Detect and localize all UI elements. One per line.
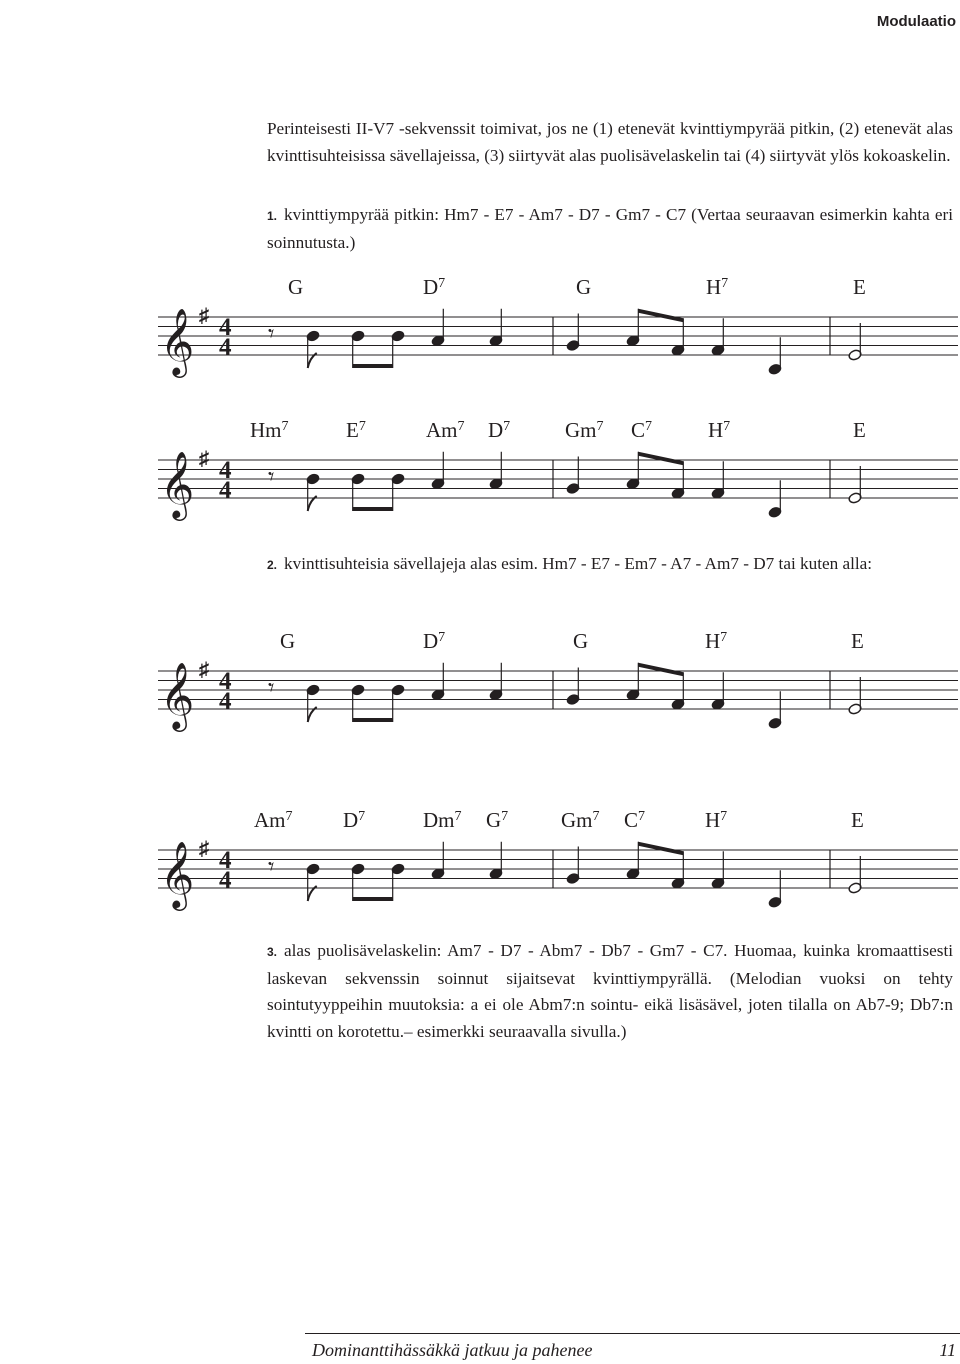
section-text: alas puolisävelaskelin: Am7 - D7 - Abm7 - Db7 - Gm7 - C7. Huomaa, kuinka kromaattisesti laskevan sekvenssin soinnut sijaitsevat kvinttiympyrällä. (Melodian vuoksi on tehty sointutyyppeihin muutoksia: a ei ole Abm7:n sointu- eikä lisäsävel, joten tilalla on Ab7-9; Db7:n kvintti on korotettu.– esimerkki seuraavalla sivulla.) (267, 941, 953, 1041)
chord-symbol (280, 629, 295, 653)
section-number: 2. (267, 558, 278, 572)
note-beam (638, 842, 683, 856)
chord-symbol (576, 275, 591, 299)
note-beam (638, 452, 683, 466)
chord-symbol (426, 418, 465, 442)
chord-symbol (423, 275, 445, 299)
chord-extension: 7 (721, 276, 729, 291)
running-header: Modulaatio (876, 13, 956, 30)
chord-symbol (486, 808, 508, 832)
chord-symbol (565, 418, 604, 442)
chord-extension: 7 (281, 419, 289, 434)
chord-extension: 7 (457, 419, 465, 434)
chord-symbol (631, 418, 652, 442)
note-beam (638, 309, 683, 323)
chord-extension: 7 (358, 809, 366, 824)
chord-extension: 7 (503, 419, 511, 434)
chord-root: G (486, 808, 502, 832)
chord-root: G (576, 275, 592, 299)
chord-extension: 7 (438, 630, 446, 645)
chord-root: Hm (250, 418, 282, 442)
chord-root: D (423, 275, 439, 299)
chord-symbol (250, 418, 289, 442)
chord-symbol (708, 418, 730, 442)
time-signature-bottom: 4 (219, 688, 232, 715)
note-beam (353, 364, 393, 368)
chord-root: E (851, 629, 864, 653)
eighth-rest: 𝄾 (268, 321, 275, 348)
note-beam (353, 507, 393, 511)
music-system-2 (158, 413, 958, 528)
intro-paragraph: Perinteisesti II-V7 -sekvenssit toimivat, jos ne (1) etenevät kvinttiympyrää pitkin, (2) etenevät alas kvinttisuhteisissa sävellajeissa, (3) siirtyvät alas puolisävelaskelin tai (4) siirtyvät ylös kokoaskelin. (267, 119, 953, 165)
chord-symbol (624, 808, 645, 832)
treble-clef: 𝄞 (160, 842, 195, 907)
chord-root: H (705, 808, 721, 832)
chord-symbol (423, 629, 445, 653)
note-beam (353, 897, 393, 901)
chord-symbol (853, 418, 866, 442)
key-signature-sharp: ♯ (199, 838, 209, 860)
chord-extension: 7 (358, 419, 366, 434)
chord-symbol (853, 275, 866, 299)
chord-symbol (346, 418, 366, 442)
chord-symbol (423, 808, 462, 832)
time-signature-bottom: 4 (219, 867, 232, 894)
chord-root: H (705, 629, 721, 653)
chord-extension: 7 (438, 276, 446, 291)
section-3 (267, 938, 953, 1045)
chord-root: D (343, 808, 359, 832)
chord-root: D (423, 629, 439, 653)
chord-symbol (488, 418, 510, 442)
section-2 (267, 551, 953, 579)
chord-root: Gm (565, 418, 597, 442)
time-signature-top: 4 (219, 457, 232, 484)
chord-symbol (343, 808, 365, 832)
chord-extension: 7 (720, 809, 728, 824)
chord-root: E (853, 275, 866, 299)
chord-symbol (254, 808, 293, 832)
note-beam (353, 718, 393, 722)
chord-root: E (851, 808, 864, 832)
section-1 (267, 202, 953, 256)
treble-clef: 𝄞 (160, 663, 195, 728)
chord-root: G (288, 275, 304, 299)
time-signature-bottom: 4 (219, 334, 232, 361)
chord-root: D (488, 418, 504, 442)
chord-extension: 7 (285, 809, 293, 824)
time-signature-top: 4 (219, 668, 232, 695)
chord-root: E (346, 418, 359, 442)
chord-extension: 7 (592, 809, 600, 824)
chord-symbol (288, 275, 303, 299)
chord-extension: 7 (454, 809, 462, 824)
treble-clef: 𝄞 (160, 309, 195, 374)
music-system-3 (158, 624, 958, 739)
chord-root: H (708, 418, 724, 442)
chord-extension: 7 (645, 419, 653, 434)
chord-symbol (851, 808, 864, 832)
time-signature-bottom: 4 (219, 477, 232, 504)
chord-root: Gm (561, 808, 593, 832)
eighth-rest: 𝄾 (268, 675, 275, 702)
section-text: kvinttiympyrää pitkin: Hm7 - E7 - Am7 - D7 - Gm7 - C7 (Vertaa seuraavan esimerkin kahta eri soinnutusta.) (267, 205, 953, 252)
key-signature-sharp: ♯ (199, 305, 209, 327)
footer-rule (305, 1333, 960, 1334)
chord-symbol (705, 629, 727, 653)
chord-extension: 7 (638, 809, 646, 824)
key-signature-sharp: ♯ (199, 448, 209, 470)
key-signature-sharp: ♯ (199, 659, 209, 681)
music-system-1 (158, 270, 958, 385)
chord-root: C (624, 808, 639, 832)
time-signature-top: 4 (219, 847, 232, 874)
chord-symbol (561, 808, 600, 832)
chord-root: C (631, 418, 646, 442)
chord-symbol (706, 275, 728, 299)
note-beam (638, 663, 683, 677)
chord-root: G (573, 629, 589, 653)
chord-root: G (280, 629, 296, 653)
music-system-4 (158, 803, 958, 918)
section-number: 1. (267, 209, 278, 223)
chord-root: Dm (423, 808, 455, 832)
eighth-rest: 𝄾 (268, 464, 275, 491)
treble-clef: 𝄞 (160, 452, 195, 517)
chord-root: Am (254, 808, 286, 832)
time-signature-top: 4 (219, 314, 232, 341)
chord-root: H (706, 275, 722, 299)
chord-symbol (851, 629, 864, 653)
chord-root: E (853, 418, 866, 442)
section-number: 3. (267, 945, 278, 959)
section-text: kvinttisuhteisia sävellajeja alas esim. Hm7 - E7 - Em7 - A7 - Am7 - D7 tai kuten alla: (284, 554, 873, 573)
page-number: 11 (939, 1340, 956, 1360)
chord-symbol (705, 808, 727, 832)
chord-extension: 7 (720, 630, 728, 645)
chord-extension: 7 (501, 809, 509, 824)
chord-root: Am (426, 418, 458, 442)
chord-symbol (573, 629, 588, 653)
eighth-rest: 𝄾 (268, 854, 275, 881)
chord-extension: 7 (596, 419, 604, 434)
chord-extension: 7 (723, 419, 731, 434)
footer-title: Dominanttihässäkkä jatkuu ja pahenee (312, 1340, 593, 1360)
